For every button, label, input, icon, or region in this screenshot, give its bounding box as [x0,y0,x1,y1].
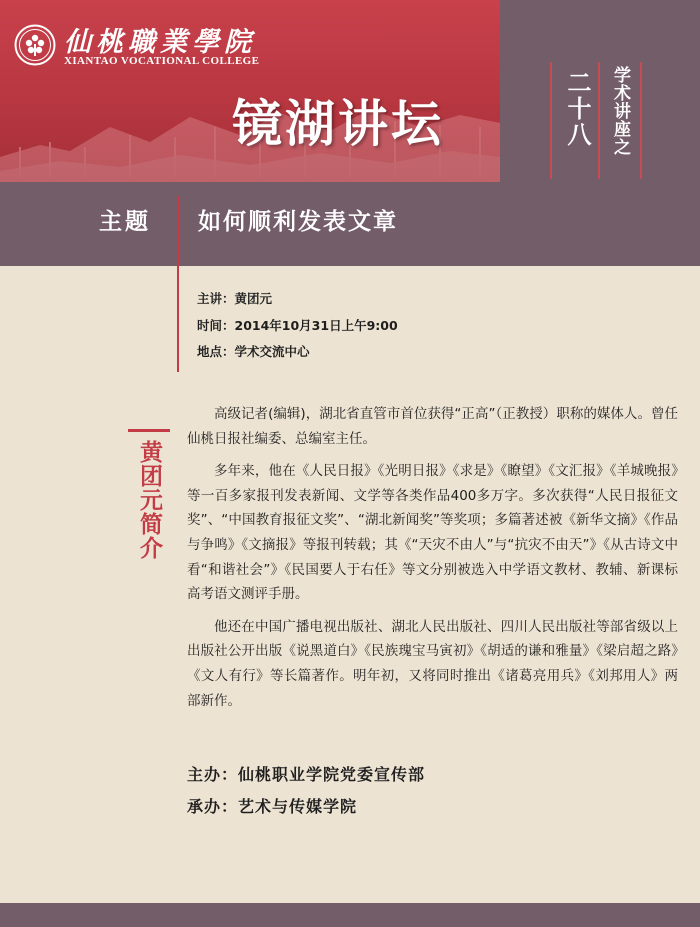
bio-heading: 黄团元简介 [136,440,162,560]
series-divider-left [550,62,552,179]
co-host-line: 承办：艺术与传媒学院 [187,797,358,816]
college-emblem-icon [14,24,56,66]
host-line: 主办：仙桃职业学院党委宣传部 [187,765,426,784]
forum-title: 镜湖讲坛 [232,94,444,153]
bio-paragraph: 高级记者(编辑)，湖北省直管市首位获得“正高”（正教授）职称的媒体人。曾任仙桃日报社编委、总编室主任。 [187,406,678,447]
series-label: 学术讲座之 [610,66,630,156]
bio-paragraph: 多年来，他在《人民日报》《光明日报》《求是》《瞭望》《文汇报》《羊城晚报》等一百多家报刊发表新闻、文学等各类作品400多万字。多次获得“人民日报征文奖”、“中国教育报征文奖”、“湖北新闻奖”等奖项；多篇著述被《新华文摘》《作品与争鸣》《文摘报》等报刊转载；其《“天灾不由人”与“抗灾不由天”》《从古诗文中看“和谐社会”》《民国要人于右任》等文分别被选入中学语文教材、教辅、新课标高考语文测评手册。 [187,463,678,603]
speaker-line: 主讲：黄团元 [197,291,273,306]
bio-paragraph: 他还在中国广播电视出版社、湖北人民出版社、四川人民出版社等部省级以上出版社公开出版《说黑道白》《民族瑰宝马寅初》《胡适的谦和雅量》《梁启超之路》《文人有行》等长篇著作。明年初，又将同时推出《诸葛亮用兵》《刘邦用人》两部新作。 [187,618,678,709]
location-line: 地点：学术交流中心 [197,344,310,359]
college-name-en: XIANTAO VOCATIONAL COLLEGE [64,55,260,67]
series-divider-middle [598,62,600,179]
time-line: 时间：2014年10月31日上午9:00 [197,318,398,333]
topic-label: 主题 [99,209,151,235]
bio-heading-bar [128,429,170,432]
topic-title: 如何顺利发表文章 [198,209,398,235]
footer-band [0,903,700,927]
series-number: 二十八 [563,70,592,148]
header-banner [0,0,500,182]
series-divider-right [640,62,642,179]
college-name-cn: 仙桃職業學院 [64,27,256,58]
series-panel [500,0,700,182]
bio-text [187,402,678,721]
topic-divider [177,196,179,372]
